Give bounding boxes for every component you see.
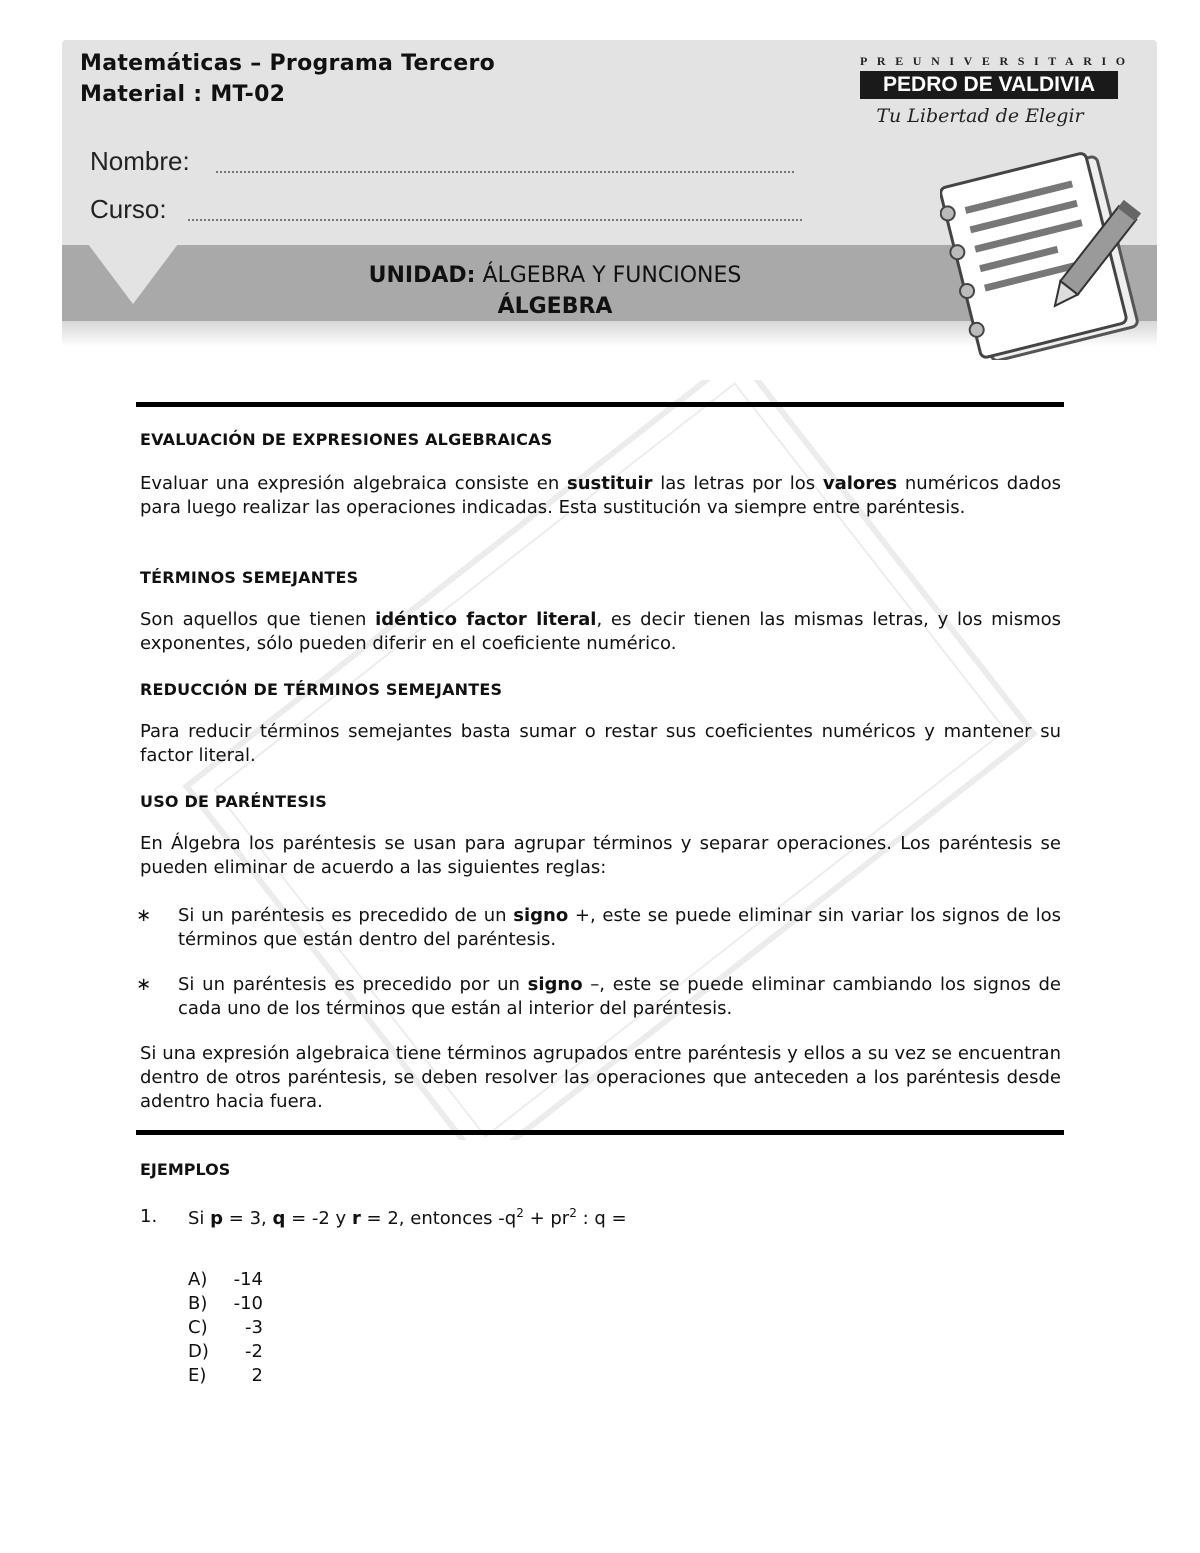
header-notch	[88, 244, 178, 304]
option-d[interactable]	[188, 1340, 263, 1364]
option-label: C)	[188, 1317, 208, 1338]
option-label: E)	[188, 1365, 207, 1386]
option-value: -14	[233, 1269, 263, 1290]
var-r: r	[351, 1208, 361, 1229]
text-run: numéricos dados para luego realizar las operaciones indicadas. Esta sustitución va siempre entre paréntesis.	[140, 473, 1061, 518]
option-value: -2	[245, 1341, 263, 1362]
section-evaluacion	[140, 428, 1061, 452]
topic-title: ÁLGEBRA	[497, 294, 613, 319]
subject-line: Matemáticas – Programa Tercero	[80, 51, 496, 76]
text-run: = 2, entonces -q	[360, 1208, 517, 1229]
subject-block	[80, 48, 495, 110]
nombre-line[interactable]	[216, 171, 794, 173]
text-run: Si un paréntesis es precedido por un	[178, 974, 528, 995]
bold-run: idéntico factor literal	[375, 609, 597, 630]
section-title: EVALUACIÓN DE EXPRESIONES ALGEBRAICAS	[140, 430, 553, 449]
option-value: 2	[251, 1365, 263, 1386]
option-label: A)	[188, 1269, 208, 1290]
section-terminos	[140, 566, 1061, 590]
option-value: -3	[245, 1317, 263, 1338]
option-value: -10	[233, 1293, 263, 1314]
text-run: = 3,	[223, 1208, 273, 1229]
curso-label: Curso:	[90, 194, 167, 224]
question-number: 1.	[140, 1206, 158, 1227]
section-title: REDUCCIÓN DE TÉRMINOS SEMEJANTES	[140, 680, 503, 699]
paragraph-uso	[140, 832, 1061, 880]
exponent: 2	[569, 1206, 577, 1220]
bold-run: valores	[822, 473, 898, 494]
text-run: –, este se puede eliminar cambiando los signos de cada uno de los términos que están al interior del paréntesis.	[178, 974, 1062, 1019]
paragraph-reduccion	[140, 720, 1061, 768]
text-run: , es decir tienen las mismas letras, y los mismos exponentes, sólo pueden diferir en el coeficiente numérico.	[140, 609, 1061, 654]
section-title: USO DE PARÉNTESIS	[140, 792, 327, 811]
bullet-asterisk-icon: ∗	[136, 905, 152, 926]
text-run: +, este se puede eliminar sin variar los signos de los términos que están dentro del paréntesis.	[178, 905, 1061, 950]
option-label: D)	[188, 1341, 209, 1362]
bullet-asterisk-icon: ∗	[136, 974, 152, 995]
paragraph-evaluacion	[140, 472, 1061, 520]
var-p: p	[210, 1208, 224, 1229]
paragraph-closing	[140, 1042, 1061, 1114]
nombre-field[interactable]	[90, 146, 190, 177]
text-run: Si	[188, 1208, 211, 1229]
paragraph-text: Para reducir términos semejantes basta sumar o restar sus coeficientes numéricos y mantener su factor literal.	[140, 721, 1061, 766]
bottom-rule	[136, 1130, 1064, 1135]
paragraph-text: En Álgebra los paréntesis se usan para agrupar términos y separar operaciones. Los paréntesis se pueden eliminar de acuerdo a las siguientes reglas:	[140, 833, 1061, 878]
section-reduccion	[140, 678, 1061, 702]
curso-line[interactable]	[188, 219, 802, 221]
logo-pre: PREUNIVERSITARIO	[860, 54, 1135, 68]
nombre-label: Nombre:	[90, 146, 190, 176]
text-run: = -2 y	[285, 1208, 352, 1229]
exponent: 2	[516, 1206, 524, 1220]
option-b[interactable]	[188, 1292, 263, 1316]
option-e[interactable]	[188, 1364, 263, 1388]
var-q: q	[272, 1208, 286, 1229]
text-run: Son aquellos que tienen	[140, 609, 376, 630]
question-stem	[188, 1206, 627, 1229]
curso-field[interactable]	[90, 194, 167, 225]
option-c[interactable]	[188, 1316, 263, 1340]
unit-label: UNIDAD:	[368, 263, 476, 288]
logo-slogan: Tu Libertad de Elegir	[876, 105, 1084, 127]
paragraph-terminos	[140, 608, 1061, 656]
unit-title	[300, 260, 810, 322]
paragraph-text: Si una expresión algebraica tiene términos agrupados entre paréntesis y ellos a su vez se encuentran dentro de otros paréntesis, se deben resolver las operaciones que anteceden a los paréntesis desde adentro hacia fuera.	[140, 1043, 1061, 1112]
notebook-pencil-icon	[940, 150, 1170, 360]
material-line: Material : MT-02	[80, 82, 286, 107]
bold-run: signo	[513, 905, 569, 926]
unit-name: ÁLGEBRA Y FUNCIONES	[482, 263, 742, 288]
text-run: : q =	[576, 1208, 627, 1229]
text-run: + pr	[523, 1208, 570, 1229]
option-a[interactable]	[188, 1268, 263, 1292]
top-rule	[136, 402, 1064, 407]
text-run: las letras por los	[652, 473, 823, 494]
institution-logo	[860, 54, 1135, 127]
text-run: Evaluar una expresión algebraica consiste en	[140, 473, 568, 494]
logo-name: PEDRO DE VALDIVIA	[860, 71, 1118, 99]
bold-run: signo	[527, 974, 583, 995]
text-run: Si un paréntesis es precedido de un	[178, 905, 514, 926]
section-uso-parentesis	[140, 790, 1061, 814]
option-label: B)	[188, 1293, 208, 1314]
answer-options	[188, 1268, 263, 1388]
examples-title: EJEMPLOS	[140, 1160, 231, 1179]
bold-run: sustituir	[567, 473, 653, 494]
section-title: TÉRMINOS SEMEJANTES	[140, 568, 359, 587]
